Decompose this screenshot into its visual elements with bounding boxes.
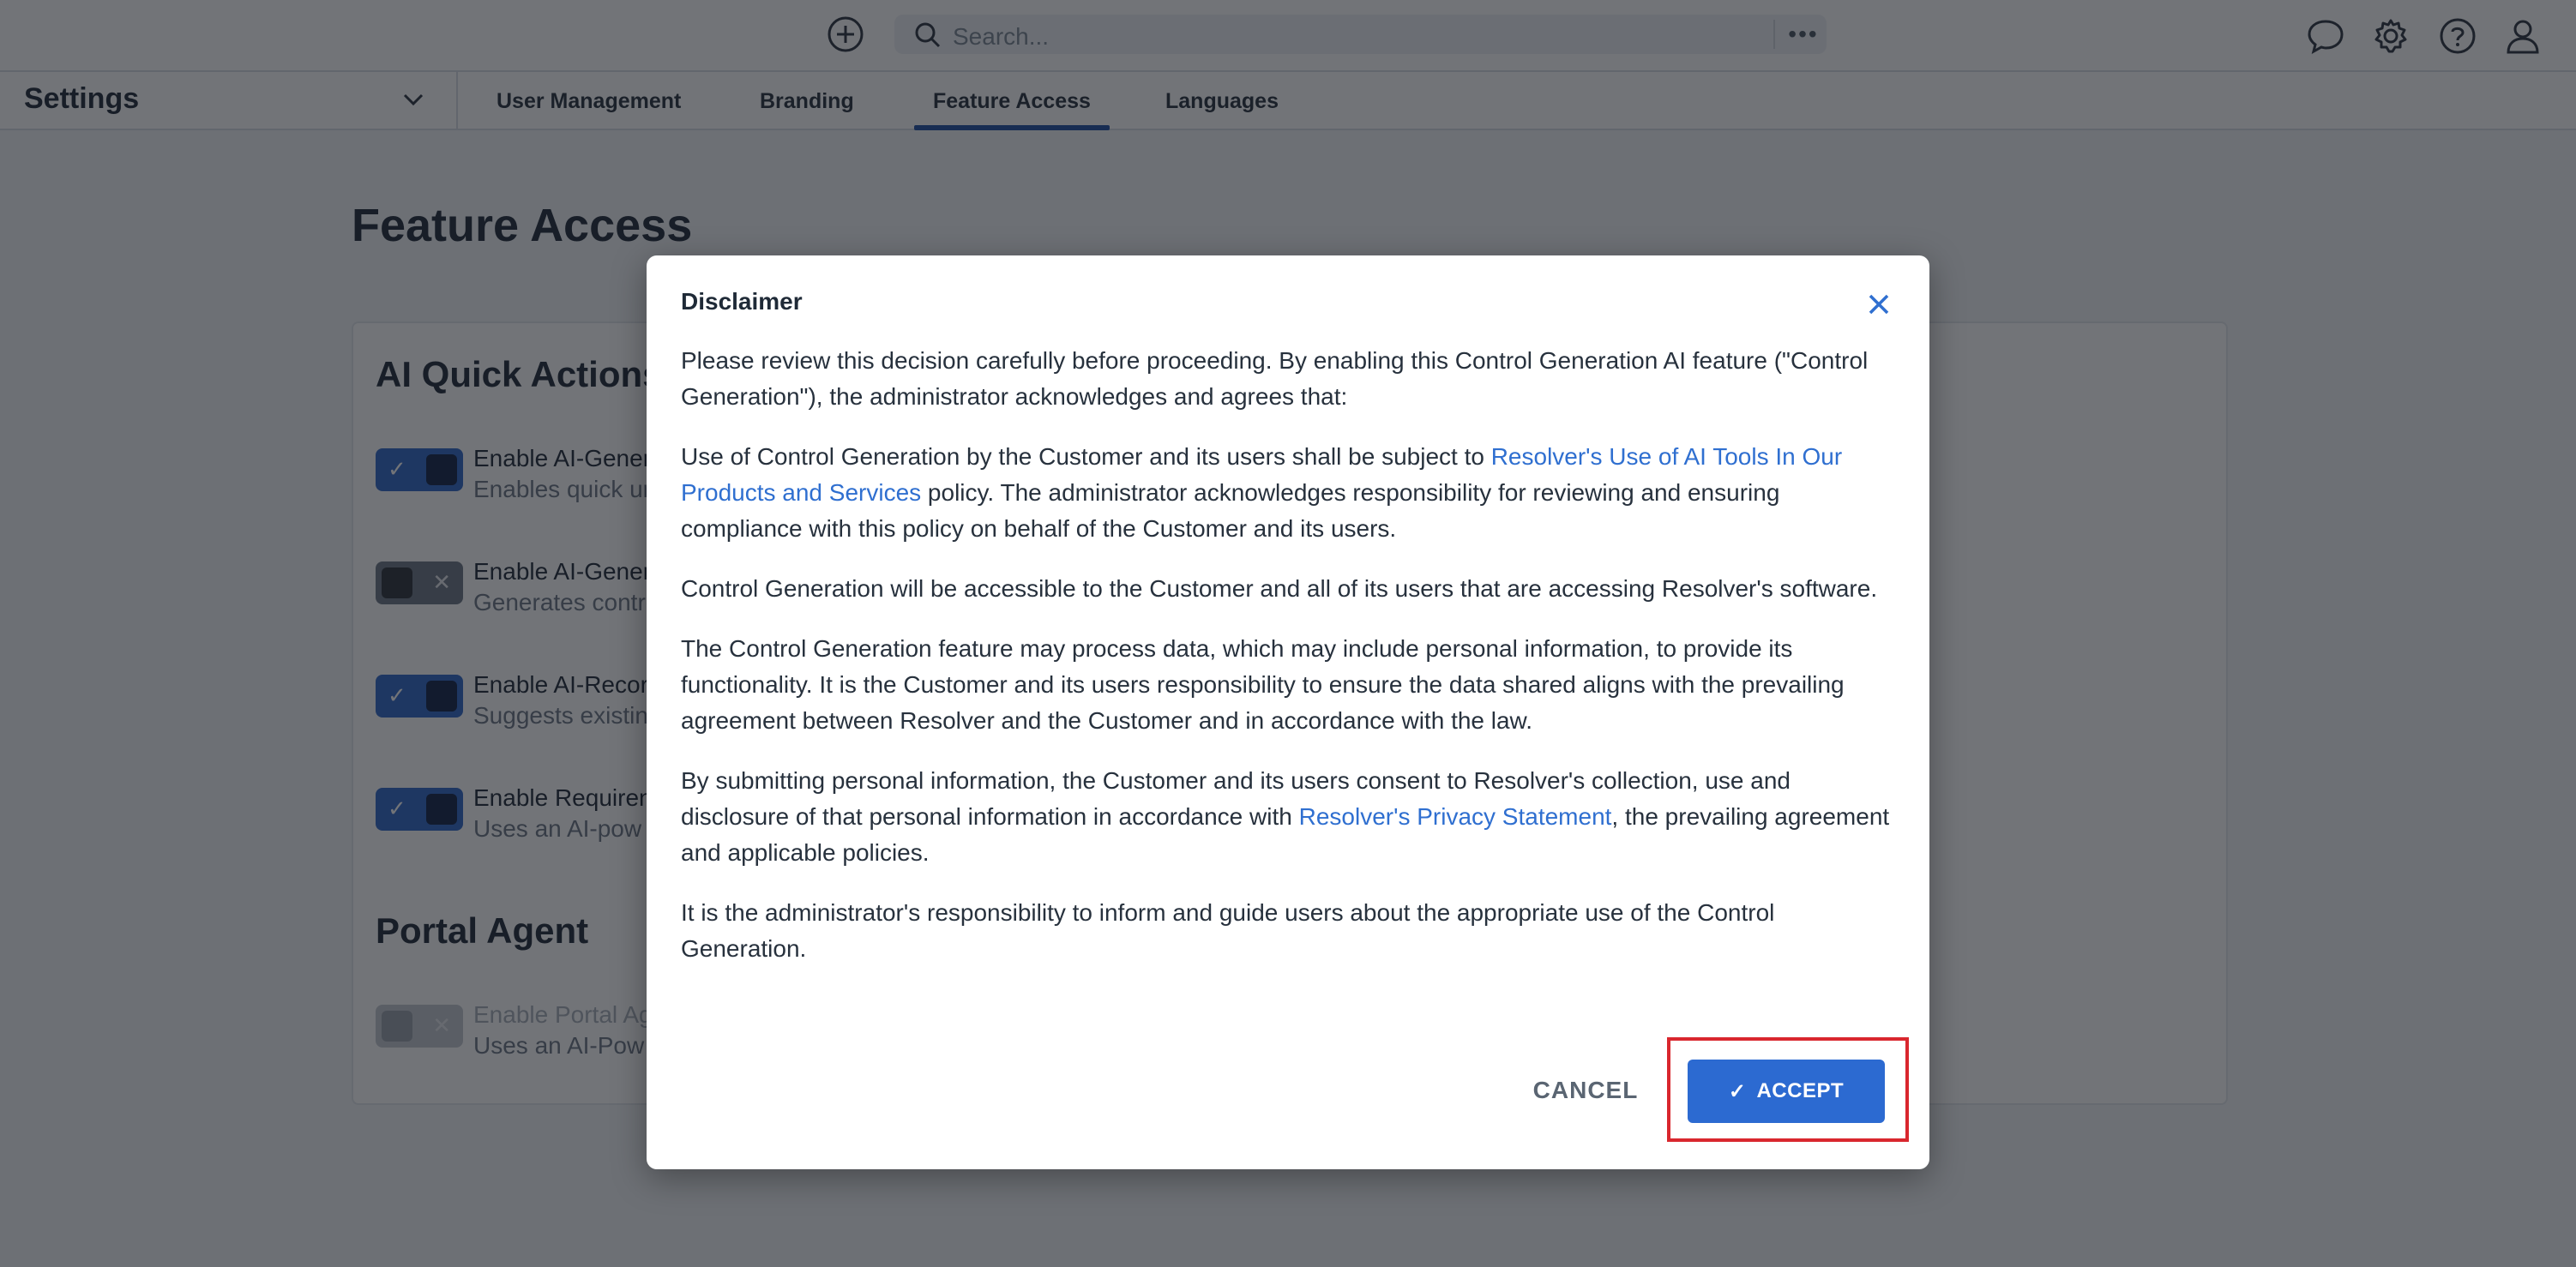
disclaimer-paragraph: It is the administrator's responsibility to inform and guide users about the appropriate use of the Control Generation. [681,899,1775,962]
accept-button[interactable] [1688,1060,1885,1123]
disclaimer-paragraph [681,439,1899,547]
cancel-button[interactable]: CANCEL [1532,1077,1639,1103]
disclaimer-paragraph [681,763,1899,871]
paragraph-text: By submitting personal information, the Customer and its users consent to Resolver's collection, use and disclosure of that personal information in accordance with [681,767,1791,830]
check-icon: ✓ [1728,1079,1747,1103]
privacy-statement-link[interactable]: Resolver's Privacy Statement [1298,803,1612,830]
accept-button-label: ACCEPT [1756,1079,1845,1102]
close-icon[interactable] [1863,288,1895,321]
disclaimer-dialog [647,255,1929,1169]
paragraph-text: policy. The administrator acknowledges responsibility for reviewing and ensuring compliance with this policy on behalf of the Customer and its users. [681,479,1780,542]
disclaimer-paragraph: The Control Generation feature may process data, which may include personal information, to provide its functionality. It is the Customer and its users responsibility to ensure the data shared aligns with the prevailing agreement between Resolver and the Customer and in accordance with the law. [681,635,1845,734]
paragraph-text: , the prevailing agreement and applicable policies. [681,803,1890,866]
dialog-body [681,343,1899,991]
paragraph-text: Use of Control Generation by the Customer and its users shall be subject to [681,443,1491,470]
disclaimer-paragraph: Control Generation will be accessible to the Customer and all of its users that are accessing Resolver's software. [681,575,1878,602]
disclaimer-paragraph: Please review this decision carefully before proceeding. By enabling this Control Generation AI feature ("Control Generation"), the administrator acknowledges and agrees that: [681,347,1869,410]
dialog-title: Disclaimer [681,288,803,315]
ai-tools-policy-link[interactable]: Resolver's Use of AI Tools In Our Products and Services [681,443,1843,506]
